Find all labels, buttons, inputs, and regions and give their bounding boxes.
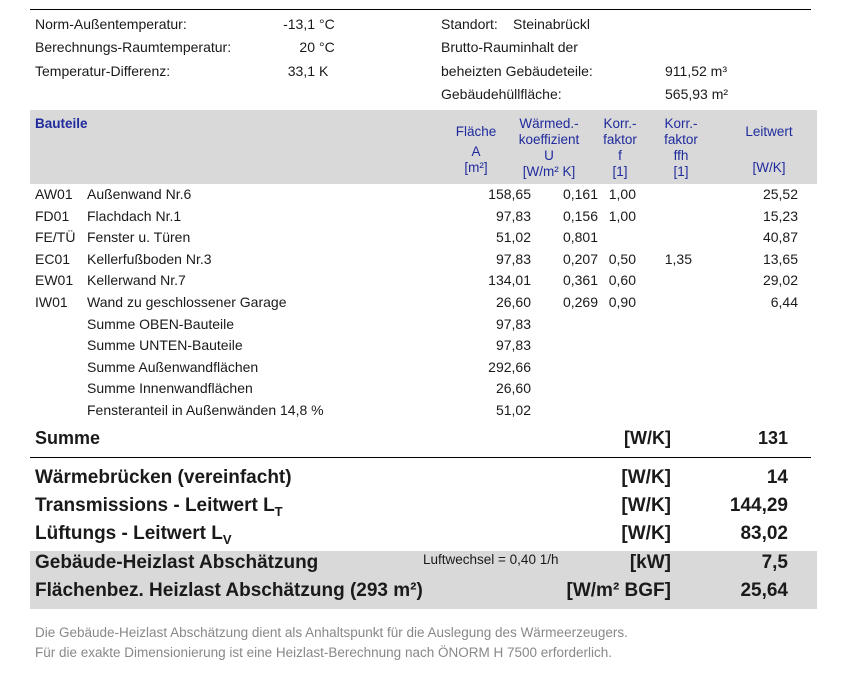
table-row <box>30 229 817 250</box>
row-f: 0,60 <box>608 272 636 289</box>
lt-sub: T <box>274 503 283 519</box>
table-row <box>30 359 817 380</box>
hl-note: Luftwechsel = 0,40 1/h <box>423 552 559 567</box>
bauteile-heading: Bauteile <box>35 116 88 131</box>
footnote-line2: Für die exakte Dimensionierung ist eine Heizlast-Berechnung nach ÖNORM H 7500 erforderlich. <box>35 645 613 660</box>
row-area: 26,60 <box>495 380 531 397</box>
col-leitwert-l4: [W/K] <box>752 160 786 175</box>
col-u-l4: [W/m² K] <box>522 164 576 179</box>
col-leitwert-l1: Leitwert <box>745 124 793 139</box>
table-row <box>30 402 817 423</box>
row-name: Summe OBEN-Bauteile <box>87 315 235 332</box>
row-u: 0,161 <box>562 186 598 202</box>
col-ffh-l1: Korr.- <box>664 116 698 131</box>
huell-label: Gebäudehüllfläche: <box>441 86 562 102</box>
table-row <box>30 380 817 401</box>
norm-temp-label: Norm-Außentemperatur: <box>35 16 187 32</box>
row-leitwert: 25,52 <box>762 186 798 202</box>
row-u: 0,361 <box>562 272 598 289</box>
lv-unit: [W/K] <box>621 523 671 544</box>
col-f-l3: f <box>618 148 622 163</box>
huell-value: 565,93 m² <box>665 86 729 102</box>
row-f: 1,00 <box>608 207 636 224</box>
row-name: Kellerwand Nr.7 <box>87 272 186 289</box>
summe-unit: [W/K] <box>624 428 671 448</box>
col-f-l1: Korr.- <box>603 116 637 131</box>
row-code: IW01 <box>35 294 68 310</box>
row-area: 51,02 <box>495 229 531 246</box>
hl-label: Gebäude-Heizlast Abschätzung <box>35 552 319 573</box>
col-u-l1: Wärmed.- <box>519 116 579 131</box>
row-leitwert: 40,87 <box>762 229 798 246</box>
row-name: Summe UNTEN-Bauteile <box>87 337 243 354</box>
standort-value: Steinabrückl <box>513 16 591 32</box>
lv-label <box>35 523 232 547</box>
row-code: AW01 <box>35 186 73 202</box>
row-area: 292,66 <box>488 358 531 375</box>
row-u: 0,207 <box>562 250 598 267</box>
lv-label-text: Lüftungs - Leitwert L <box>35 523 223 544</box>
row-code: EC01 <box>35 250 71 267</box>
row-area: 97,83 <box>495 250 531 267</box>
row-leitwert: 13,65 <box>762 250 798 267</box>
summe-label: Summe <box>35 428 101 448</box>
wb-value: 14 <box>766 467 788 488</box>
row-code: FE/TÜ <box>35 229 76 246</box>
row-name: Summe Innenwandflächen <box>87 380 253 397</box>
row-code: FD01 <box>35 207 70 224</box>
fh-unit: [W/m² BGF] <box>566 580 671 601</box>
row-area: 26,60 <box>495 294 531 310</box>
col-f <box>593 116 647 180</box>
row-ffh: 1,35 <box>664 250 692 267</box>
table-row <box>30 186 817 207</box>
row-leitwert: 6,44 <box>770 294 798 310</box>
row-u: 0,801 <box>562 229 598 246</box>
table-row <box>30 294 817 315</box>
col-f-l4: [1] <box>612 164 628 179</box>
wb-label: Wärmebrücken (vereinfacht) <box>35 467 292 488</box>
lt-label <box>35 495 283 519</box>
row-code: EW01 <box>35 272 74 289</box>
footnote-line1: Die Gebäude-Heizlast Abschätzung dient als Anhaltspunkt für die Auslegung des Wärmeerzeugers. <box>35 625 628 640</box>
room-temp-value: 20 <box>299 39 315 55</box>
row-name: Außenwand Nr.6 <box>87 186 192 202</box>
row-area: 158,65 <box>488 186 531 202</box>
table-row <box>30 337 817 358</box>
row-area: 51,02 <box>495 402 531 418</box>
table-row <box>30 316 817 337</box>
row-f: 0,50 <box>608 250 636 267</box>
col-flaeche-l1: Fläche <box>455 124 497 139</box>
wb-unit: [W/K] <box>621 467 671 488</box>
col-f-l2: faktor <box>603 132 637 147</box>
row-area: 97,83 <box>495 207 531 224</box>
row-name: Flachdach Nr.1 <box>87 207 182 224</box>
lt-unit: [W/K] <box>621 495 671 516</box>
row-u: 0,156 <box>562 207 598 224</box>
standort-label: Standort: <box>441 16 498 32</box>
row-leitwert: 29,02 <box>762 272 798 289</box>
lv-value: 83,02 <box>740 523 788 544</box>
lt-label-text: Transmissions - Leitwert L <box>35 495 275 516</box>
row-leitwert: 15,23 <box>762 207 798 224</box>
col-flaeche-l3: A <box>471 144 481 159</box>
norm-temp-unit: °C <box>319 16 335 32</box>
row-f: 0,90 <box>608 294 636 310</box>
hl-value: 7,5 <box>761 552 788 573</box>
col-ffh <box>654 116 708 180</box>
row-name: Summe Außenwandflächen <box>87 358 259 375</box>
col-u <box>509 116 589 180</box>
top-rule <box>30 9 811 10</box>
col-ffh-l3: ffh <box>673 148 689 163</box>
table-row <box>30 251 817 272</box>
summe-rule <box>30 457 811 458</box>
col-ffh-l4: [1] <box>673 164 689 179</box>
col-flaeche-l4: [m²] <box>464 160 488 175</box>
hl-unit: [kW] <box>629 552 671 573</box>
fh-label: Flächenbez. Heizlast Abschätzung (293 m²) <box>35 580 423 601</box>
volume-value: 911,52 m³ <box>665 63 727 79</box>
fh-value: 25,64 <box>740 580 788 601</box>
row-name: Fenster u. Türen <box>87 229 191 246</box>
row-name: Kellerfußboden Nr.3 <box>87 250 212 267</box>
volume-label-1: Brutto-Rauminhalt der <box>441 39 578 55</box>
col-u-l2: koeffizient <box>518 132 580 147</box>
row-name: Fensteranteil in Außenwänden 14,8 % <box>87 402 324 418</box>
row-u: 0,269 <box>562 294 598 310</box>
temp-diff-unit: K <box>319 63 329 79</box>
volume-label-2: beheizten Gebäudeteile: <box>441 63 593 79</box>
norm-temp-value: -13,1 <box>283 16 315 32</box>
temp-diff-value: 33,1 <box>287 63 315 79</box>
row-area: 97,83 <box>495 337 531 354</box>
col-leitwert-spacer <box>734 140 804 160</box>
col-u-l3: U <box>544 148 554 163</box>
room-temp-unit: °C <box>319 39 335 55</box>
lt-value: 144,29 <box>729 495 788 516</box>
row-f: 1,00 <box>608 186 636 202</box>
row-area: 97,83 <box>495 315 531 332</box>
col-flaeche <box>446 124 506 176</box>
room-temp-label: Berechnungs-Raumtemperatur: <box>35 39 232 55</box>
col-leitwert <box>734 124 804 176</box>
lv-sub: V <box>222 531 232 547</box>
row-area: 134,01 <box>488 272 531 289</box>
summe-value: 131 <box>757 428 788 448</box>
temp-diff-label: Temperatur-Differenz: <box>35 63 171 79</box>
col-ffh-l2: faktor <box>664 132 698 147</box>
row-name: Wand zu geschlossener Garage <box>87 294 287 310</box>
table-row <box>30 208 817 229</box>
table-row <box>30 272 817 293</box>
